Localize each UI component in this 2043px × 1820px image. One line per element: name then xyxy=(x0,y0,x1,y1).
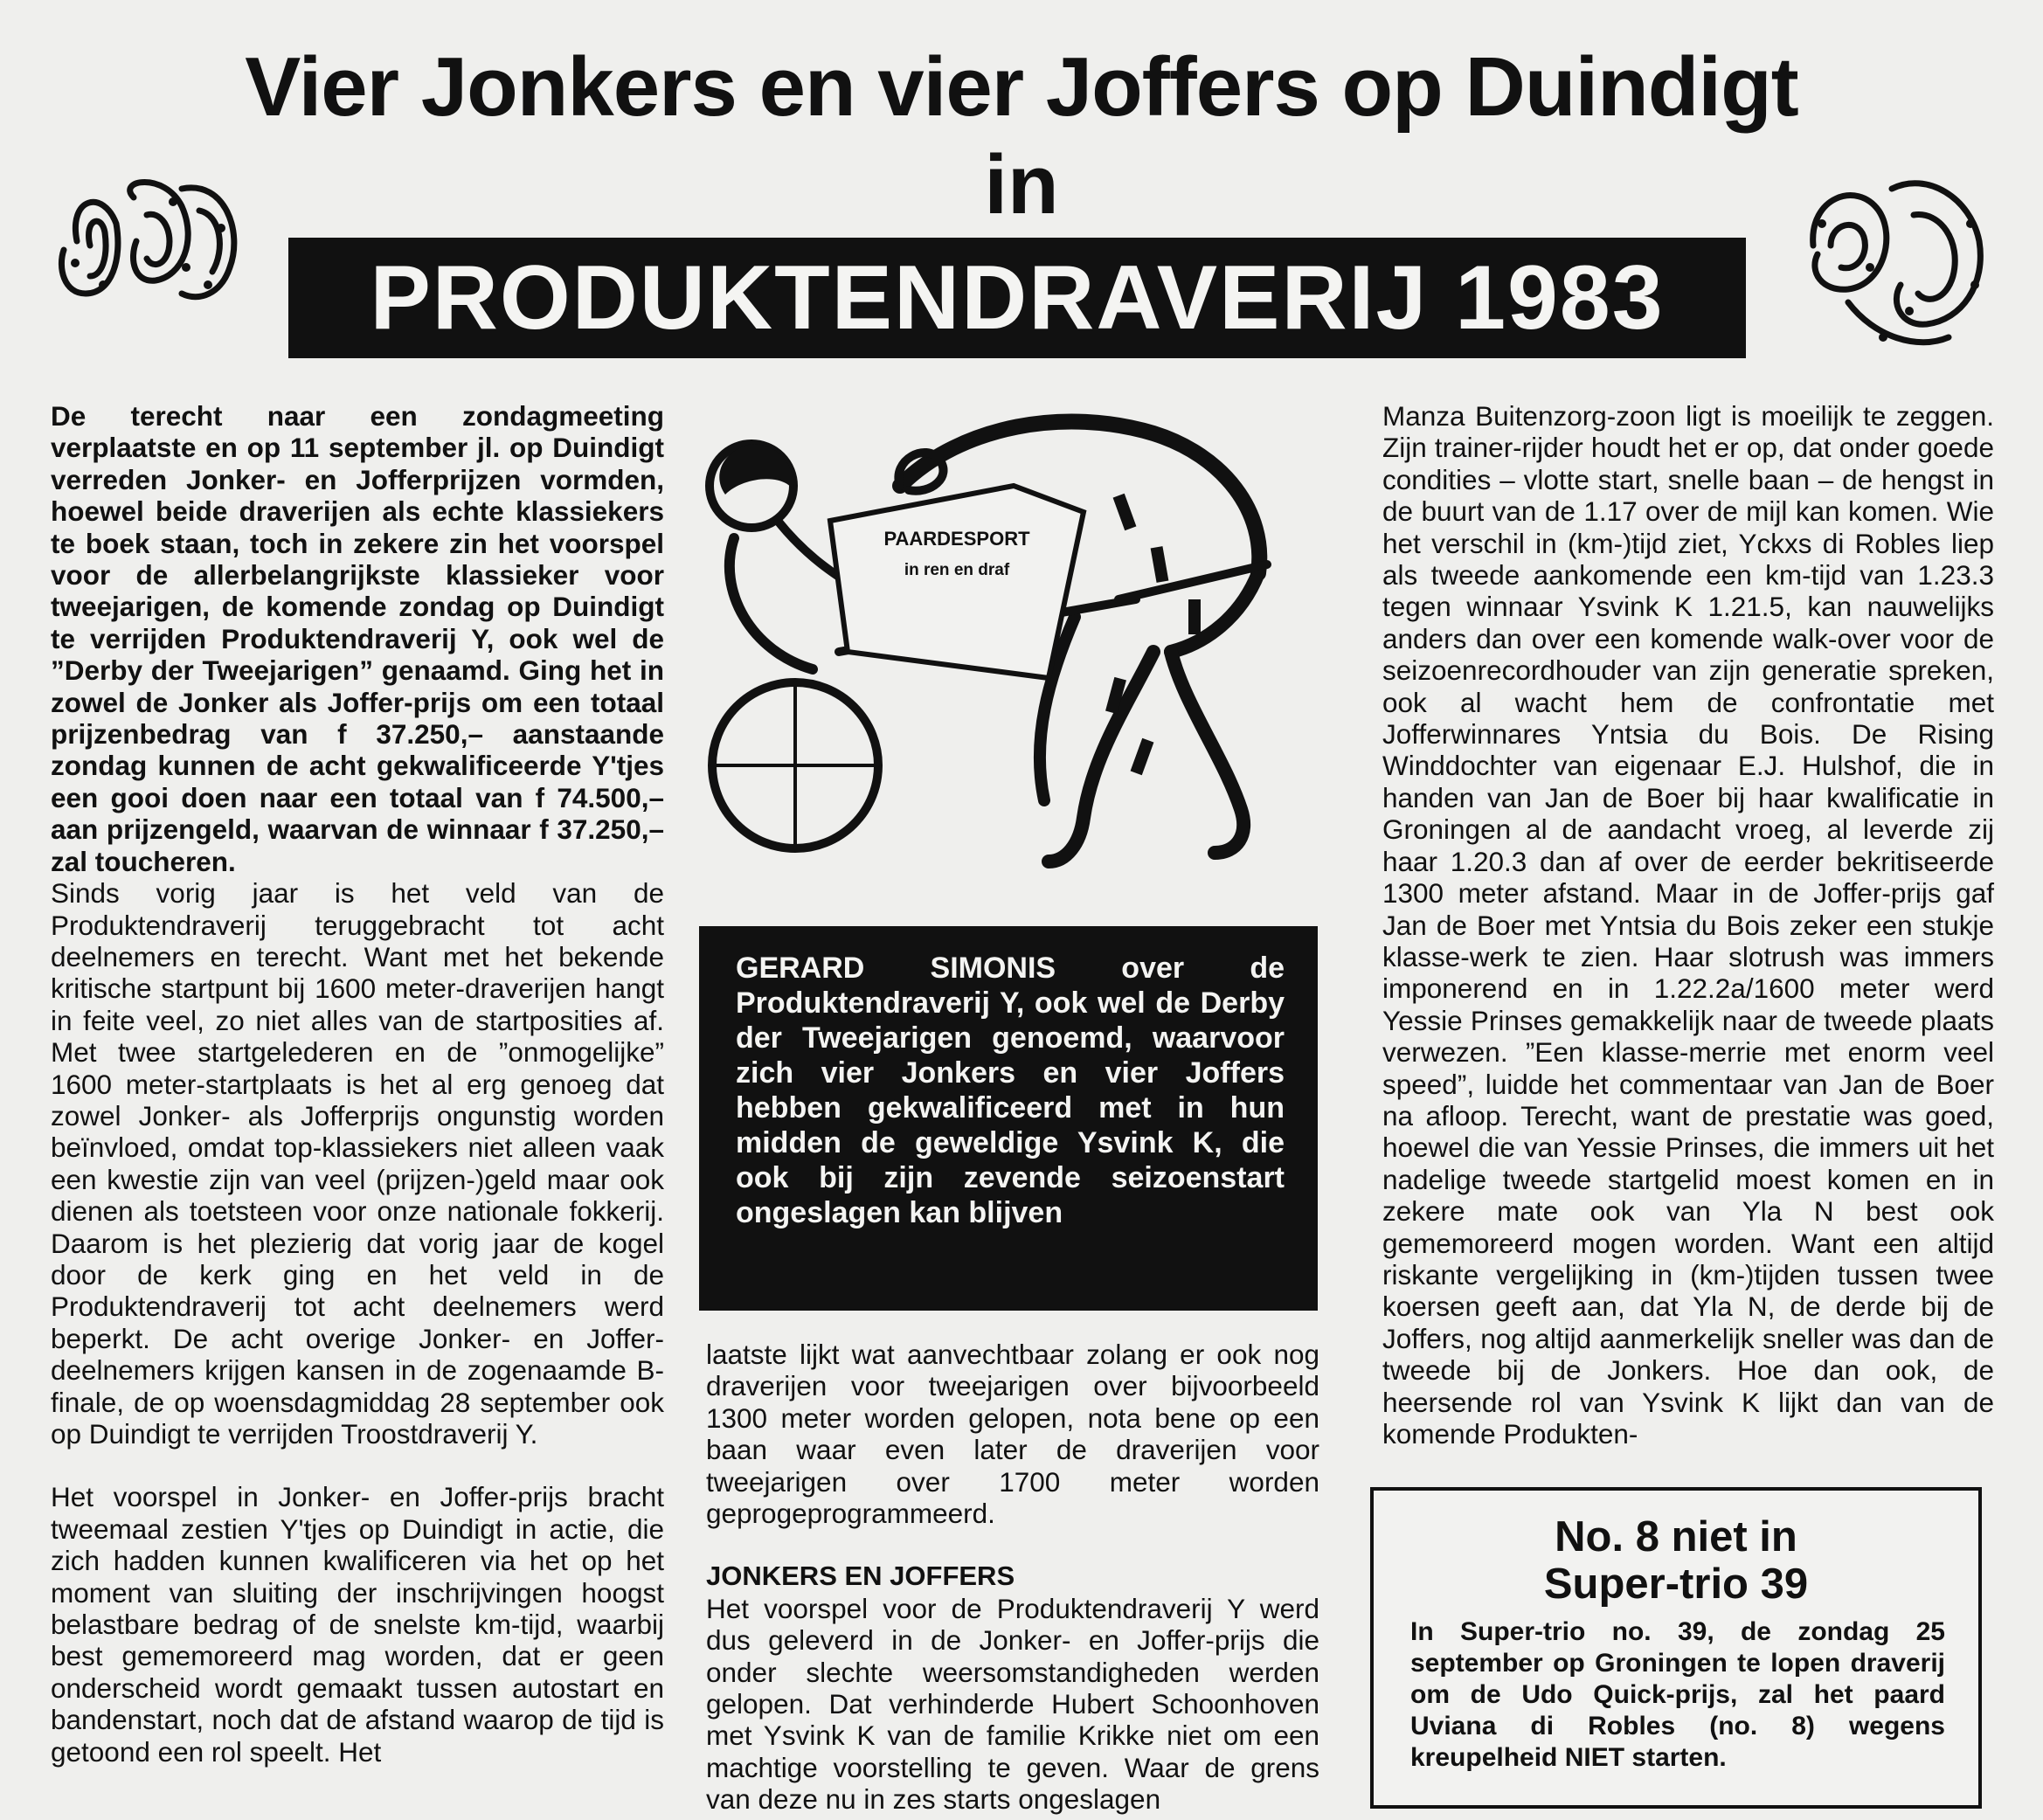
title-banner xyxy=(288,238,1746,358)
article-paragraph: Manza Buitenzorg-zoon ligt is moeilijk te zeggen. Zijn trainer-rijder houdt het er op, dat onder goede condities – vlotte start, snelle baan – de hengst in de buurt van de 1.17 over de mijl kan komen. Wie het verschil in (km-)tijd ziet, Yckxs di Robles liep als tweede aankomende een km-tijd van 1.23.3 tegen winnaar Ysvink K 1.21.5, kan nauwelijks anders dan over een komende walk-over voor de seizoenrecordhouder van zijn generatie spreken, ook al wacht hem de confrontatie met Jofferwinnares Yntsia du Bois. De Rising Winddochter van eigenaar E.J. Hulshof, die in handen van Jan de Boer bij haar kwalificatie in Groningen al de aandacht vroeg, al leverde zij haar 1.20.3 dan af over de eerder bekritiseerde 1300 meter afstand. Maar in de Joffer-prijs gaf Jan de Boer met Yntsia du Bois zeker een stukje klasse-werk te zien. Haar slotrush was immers imponerend en in 1.22.2a/1600 meter werd Yessie Prinses gemakkelijk naar de tweede plaats verwezen. ”Een klasse-merrie met enorm veel speed”, luidde het commentaar van Jan de Boer na afloop. Terecht, want de prestatie was goed, hoewel die van Yessie Prinses, die immers uit het nadelige tweede startgelid moest komen en in zekere mate ook van Yla N best ook gememoreerd mogen worden. Want een altijd riskante vergelijking in (km-)tijden tussen twee koersen geeft aan, dat Yla N, de derde bij de Joffers, nog altijd aanmerkelijk sneller was dan de tweede bij de Jonkers. Hoe dan ook, de heersende rol van Ysvink K lijkt dan van de komende Produkten- xyxy=(1382,400,1994,1450)
article-column-3 xyxy=(1382,400,1994,1450)
article-paragraph: laatste lijkt wat aanvechtbaar zolang er ook nog draverijen voor tweejarigen over bijvoorbeeld 1300 meter worden gelopen, nota bene op een baan waar even later de draverijen voor tweejarigen over 1700 meter worden geprogeprogrammeerd. xyxy=(706,1339,1319,1530)
headline-in: in xyxy=(984,138,1059,232)
horseshoe-right-icon xyxy=(1796,163,1992,355)
notice-title-line1: No. 8 niet in xyxy=(1555,1513,1797,1560)
callout-text: GERARD SIMONIS over de Produktendraverij Y, ook wel de Derby der Tweejarigen genoemd, waarvoor zich vier Jonkers en vier Joffers hebben gekwalificeerd met in hun midden de geweldige Ysvink K, die ook bij zijn zevende seizoenstart ongeslagen kan blijven xyxy=(736,952,1285,1229)
notice-title-line2: Super-trio 39 xyxy=(1543,1560,1809,1608)
section-heading: JONKERS EN JOFFERS xyxy=(706,1560,1015,1592)
article-paragraph: Het voorspel in Jonker- en Joffer-prijs bracht tweemaal zestien Y'tjes op Duindigt in actie, die zich hadden kunnen kwalificeren via het op het moment van sluiting der inschrijvingen hoogst belastbare bedrag of de snelste km-tijd, waarbij best gememoreerd mag worden, dat er geen onderscheid wordt gemaakt tussen autostart en bandenstart, noch dat de afstand waarop de tijd is getoond een rol speelt. Het xyxy=(51,1481,664,1768)
article-paragraph: Sinds vorig jaar is het veld van de Produktendraverij teruggebracht tot acht deelnemers en terecht. Want met het bekende kritische startpunt bij 1600 meter-draverijen hangt in feite veel, zo niet alles van de startposities af. Met twee startgelederen en de ”onmogelijke” 1600 meter-startplaats is het al erg genoeg dat zowel Jonker- als Jofferprijs ongunstig worden beïnvloed, omdat top-klassiekers niet alleen vaak een kwestie zijn van veel (prijzen-)geld maar ook dienen als toetsteen voor onze nationale fokkerij. Daarom is het plezierig dat vorig jaar de kogel door de kerk ging en het veld in de Produktendraverij tot acht deelnemers werd beperkt. De acht overige Jonker- en Joffer-deelnemers krijgen kansen in de zogenaamde B-finale, de op woensdagmiddag 28 september ook op Duindigt te verrijden Troostdraverij Y. xyxy=(51,877,664,1450)
horseshoe-left-icon xyxy=(51,163,252,316)
article-lead: De terecht naar een zondagmeeting verplaatste en op 11 september jl. op Duindigt verreden Jonker- en Jofferprijzen vormden, hoewel beide draverijen als echte klassiekers te boek staan, toch in zekere zin het voorspel voor de allerbelangrijkste klassieker voor tweejarigen, de komende zondag op Duindigt te verrijden Produktendraverij Y, ook wel de ”Derby der Tweejarigen” genaamd. Ging het in zowel de Jonker als Joffer-prijs om een totaal prijzenbedrag van f 37.250,– aanstaande zondag kunnen de acht gekwalificeerde Y'tjes een gooi doen naar een totaal van f 74.500,– aan prijzengeld, waarvan de winnaar f 37.250,– zal toucheren. xyxy=(51,400,664,877)
notice-body: In Super-trio no. 39, de zondag 25 september op Groningen te lopen draverij om de Udo Quick-prijs, zal het paard Uviana di Robles (no. 8) wegens kreupelheid NIET starten. xyxy=(1410,1617,1945,1772)
notice-title xyxy=(1374,1513,1978,1608)
article-column-1 xyxy=(51,400,664,1768)
banner-title: PRODUKTENDRAVERIJ 1983 xyxy=(370,246,1665,349)
author-callout-box xyxy=(699,926,1318,1311)
article-column-2 xyxy=(706,1339,1319,1816)
cartoon-sign-subtitle: in ren en draf xyxy=(904,561,1010,579)
headline: Vier Jonkers en vier Joffers op Duindigt xyxy=(245,40,1798,134)
article-paragraph: Het voorspel voor de Produktendraverij Y werd dus geleverd in de Jonker- en Joffer-prijs die onder slechte weersomstandigheden werden gelopen. Dat verhinderde Hubert Schoonhoven met Ysvink K van de familie Krikke niet om een machtige voorstelling te geven. Waar de grens van deze nu in zes starts ongeslagen xyxy=(706,1592,1319,1816)
notice-box xyxy=(1370,1487,1982,1809)
horse-cartoon-illustration xyxy=(699,390,1346,896)
cartoon-sign-title: PAARDESPORT xyxy=(883,528,1030,550)
